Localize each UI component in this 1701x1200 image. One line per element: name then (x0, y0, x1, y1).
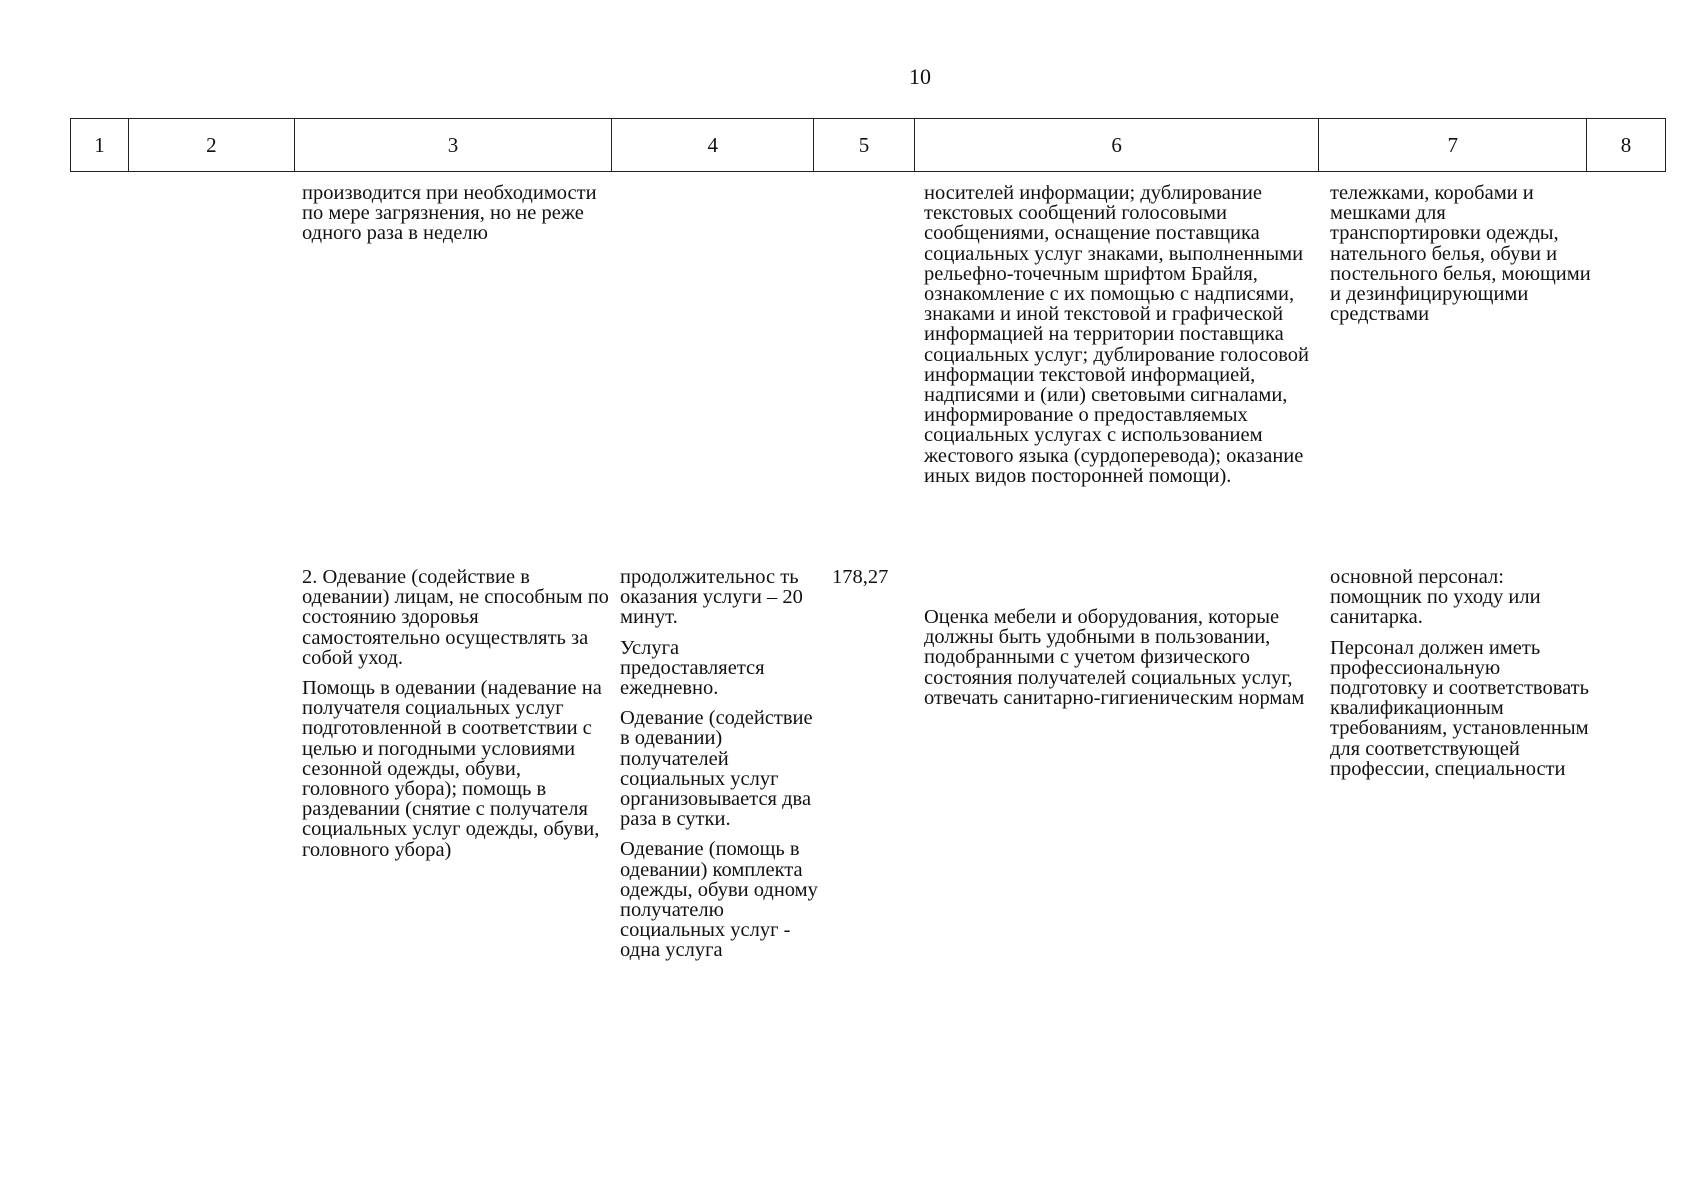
dressing-frequency: Услуга предоставляется ежедневно. (620, 636, 765, 700)
dressing-schedule: Одевание (содействие в одевании) получателей социальных услуг организовывается два раза в сутки. (620, 707, 813, 831)
dressing-service-title: 2. Одевание (содействие в одевании) лицам, не способным по состоянию здоровья самостоятельно осуществлять за собой уход. (302, 566, 609, 669)
dressing-service-description (302, 567, 612, 860)
header-cell-1: 1 (71, 119, 129, 171)
dressing-service-details: Помощь в одевании (надевание на получателя социальных услуг подготовленной в соответствии с целью и погодными условиями сезонной одежды, обуви, головного убора); помощь в раздевании (снятие с получателя социальных услуг одежды, обуви, головного убора) (302, 677, 602, 861)
dressing-unit: Одевание (помощь в одевании) комплекта одежды, обуви одному получателю социальных услуг - одна услуга (620, 838, 818, 962)
continued-resources-text (1330, 183, 1600, 324)
header-cell-8: 8 (1620, 132, 1632, 157)
dressing-staff-qualification: Персонал должен иметь профессиональную подготовку и соответствовать квалификационным требованиям, установленным для соответствующей профессии, специальности (1330, 636, 1589, 780)
dressing-staff-main: основной персонал: помощник по уходу или санитарка. (1330, 566, 1541, 629)
header-cell-3: 3 (295, 119, 613, 171)
page-number: 10 (909, 64, 931, 89)
header-cell-7: 7 (1319, 119, 1587, 171)
dressing-tariff: 178,27 (832, 566, 889, 588)
header-cell-5: 5 (814, 119, 915, 171)
column-number-header (70, 118, 1666, 172)
continued-service-text (302, 183, 612, 244)
dressing-duration: продолжительнос ть оказания услуги – 20 минут. (620, 566, 803, 629)
dressing-quality-standard (924, 607, 1324, 708)
dressing-staff-requirements (1330, 567, 1600, 779)
header-cell-4: 4 (612, 119, 814, 171)
continued-standards-paragraph: носителей информации; дублирование текстовых сообщений голосовыми сообщениями, оснащение поставщика социальных услуг знаками, выполненными рельефно-точечным шрифтом Брайля, ознакомление с их помощью с надписями, знаками и иной текстовой и графической информацией на территории поставщика социальных услуг; дублирование голосовой информации текстовой информацией, надписями и (или) световыми сигналами, информирование о предоставляемых социальных услугах с использованием жестового языка (сурдоперевода); оказание иных видов посторонней помощи). (924, 182, 1310, 487)
continued-standards-text (924, 183, 1324, 486)
header-cell-6: 6 (915, 119, 1319, 171)
continued-resources-paragraph: тележками, коробами и мешками для транспортировки одежды, нательного белья, обуви и постельного белья, моющими и дезинфицирующими средствами (1330, 182, 1591, 326)
continued-service-paragraph: производится при необходимости по мере загрязнения, но не реже одного раза в неделю (302, 182, 597, 245)
dressing-quality-paragraph: Оценка мебели и оборудования, которые должны быть удобными в пользовании, подобранными с учетом физического состояния получателей социальных услуг, отвечать санитарно-гигиеническим нормам (924, 606, 1305, 709)
dressing-service-terms (620, 567, 820, 961)
header-cell-2: 2 (129, 119, 295, 171)
